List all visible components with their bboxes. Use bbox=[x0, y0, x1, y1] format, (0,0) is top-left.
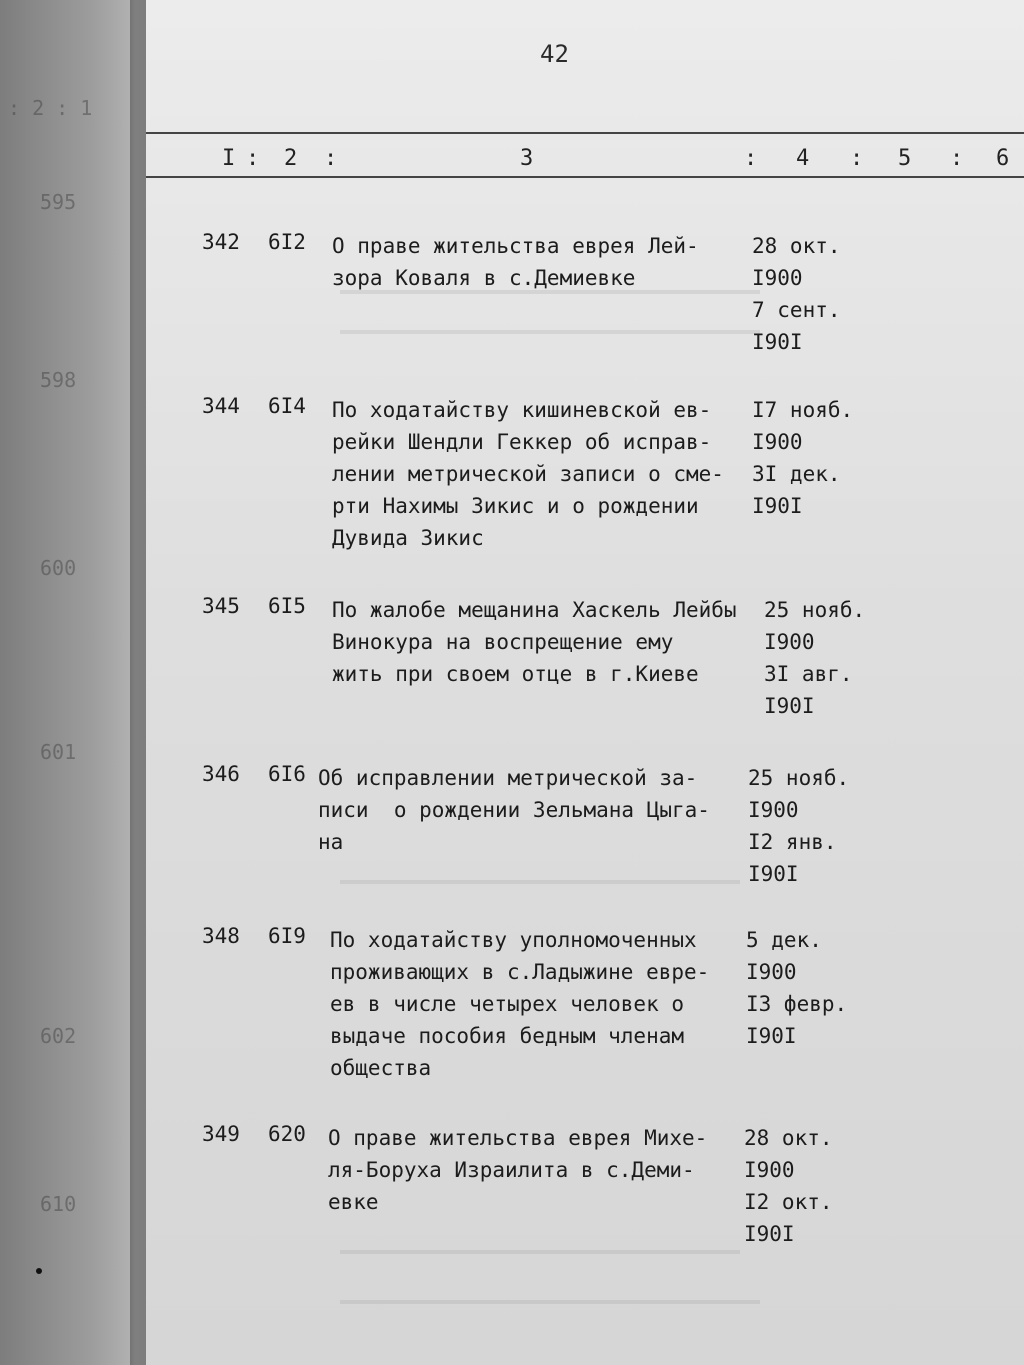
date-line: I90I bbox=[744, 1222, 795, 1246]
record-fund-number: 620 bbox=[268, 1122, 306, 1146]
page-number: 42 bbox=[540, 40, 569, 68]
left-facing-page bbox=[0, 0, 150, 1365]
column-separator: : bbox=[850, 146, 864, 171]
description-line: По ходатайству уполномоченных bbox=[330, 928, 697, 952]
date-line: I3 февр. bbox=[746, 992, 848, 1016]
left-margin-number: 601 bbox=[40, 740, 77, 764]
description-line: По жалобе мещанина Хаскель Лейбы bbox=[332, 598, 737, 622]
description-line: выдаче пособия бедным членам bbox=[330, 1024, 685, 1048]
ink-dot bbox=[36, 1268, 42, 1274]
record-number: 349 bbox=[202, 1122, 240, 1146]
date-line: I7 нояб. bbox=[752, 398, 854, 422]
record-number: 344 bbox=[202, 394, 240, 418]
description-line: Дувида Зикис bbox=[332, 526, 484, 550]
record-number: 348 bbox=[202, 924, 240, 948]
record-number: 346 bbox=[202, 762, 240, 786]
description-line: ля-Боруха Израилита в с.Деми- bbox=[328, 1158, 695, 1182]
description-line: лении метрической записи о сме- bbox=[332, 462, 724, 486]
description-line: ев в числе четырех человек о bbox=[330, 992, 685, 1016]
record-description bbox=[330, 924, 750, 1084]
date-line: I90I bbox=[748, 862, 799, 886]
date-line: I900 bbox=[752, 266, 803, 290]
date-line: 3I дек. bbox=[752, 462, 841, 486]
column-header-3: 3 bbox=[520, 146, 534, 171]
description-line: проживающих в с.Ладыжине евре- bbox=[330, 960, 710, 984]
record-description bbox=[332, 594, 752, 690]
column-separator: : bbox=[324, 146, 338, 171]
date-line: I90I bbox=[752, 494, 803, 518]
date-line: I900 bbox=[746, 960, 797, 984]
bleed-through-mark bbox=[340, 1300, 760, 1304]
record-fund-number: 6I9 bbox=[268, 924, 306, 948]
description-line: зора Коваля в с.Демиевке bbox=[332, 266, 636, 290]
description-line: жить при своем отце в г.Киеве bbox=[332, 662, 699, 686]
record-description bbox=[332, 394, 752, 554]
left-margin-number: 610 bbox=[40, 1192, 77, 1216]
column-header-4: 4 bbox=[796, 146, 810, 171]
record-description bbox=[318, 762, 738, 858]
description-line: О праве жительства еврея Михе- bbox=[328, 1126, 708, 1150]
record-dates bbox=[748, 762, 888, 890]
date-line: 7 сент. bbox=[752, 298, 841, 322]
description-line: рейки Шендли Геккер об исправ- bbox=[332, 430, 712, 454]
record-description bbox=[328, 1122, 748, 1218]
column-separator: : bbox=[950, 146, 964, 171]
record-dates bbox=[744, 1122, 884, 1250]
date-line: I90I bbox=[746, 1024, 797, 1048]
bleed-through-mark bbox=[340, 1250, 740, 1254]
column-header-2: 2 bbox=[284, 146, 298, 171]
column-header-1: I bbox=[222, 146, 236, 171]
description-line: общества bbox=[330, 1056, 432, 1080]
date-line: 25 нояб. bbox=[764, 598, 866, 622]
left-margin-number: 600 bbox=[40, 556, 77, 580]
column-header-5: 5 bbox=[898, 146, 912, 171]
left-margin-number: 598 bbox=[40, 368, 77, 392]
record-dates bbox=[752, 230, 892, 358]
column-separator: : bbox=[246, 146, 260, 171]
left-margin-number: 595 bbox=[40, 190, 77, 214]
record-fund-number: 6I5 bbox=[268, 594, 306, 618]
description-line: О праве жительства еврея Лей- bbox=[332, 234, 699, 258]
date-line: I2 окт. bbox=[744, 1190, 833, 1214]
record-dates bbox=[746, 924, 886, 1052]
record-fund-number: 6I4 bbox=[268, 394, 306, 418]
date-line: I90I bbox=[752, 330, 803, 354]
record-dates bbox=[752, 394, 892, 522]
record-dates bbox=[764, 594, 904, 722]
date-line: 5 дек. bbox=[746, 928, 822, 952]
bleed-through-mark bbox=[340, 880, 740, 884]
date-line: 28 окт. bbox=[744, 1126, 833, 1150]
date-line: I900 bbox=[744, 1158, 795, 1182]
date-line: I900 bbox=[764, 630, 815, 654]
record-fund-number: 6I2 bbox=[268, 230, 306, 254]
date-line: I900 bbox=[752, 430, 803, 454]
date-line: I90I bbox=[764, 694, 815, 718]
date-line: 3I авг. bbox=[764, 662, 853, 686]
description-line: рти Нахимы Зикис и о рождении bbox=[332, 494, 699, 518]
description-line: писи о рождении Зельмана Цыга- bbox=[318, 798, 710, 822]
header-rule bbox=[146, 176, 1024, 178]
date-line: 25 нояб. bbox=[748, 766, 850, 790]
column-separator: : bbox=[744, 146, 758, 171]
header-rule bbox=[146, 132, 1024, 134]
bleed-through-mark bbox=[340, 330, 760, 334]
description-line: евке bbox=[328, 1190, 379, 1214]
left-page-header: : 2 : 1 bbox=[8, 96, 93, 120]
record-description bbox=[332, 230, 752, 294]
description-line: Винокура на воспрещение ему bbox=[332, 630, 674, 654]
record-number: 342 bbox=[202, 230, 240, 254]
description-line: По ходатайству кишиневской ев- bbox=[332, 398, 712, 422]
date-line: I900 bbox=[748, 798, 799, 822]
date-line: 28 окт. bbox=[752, 234, 841, 258]
description-line: на bbox=[318, 830, 344, 854]
description-line: Об исправлении метрической за- bbox=[318, 766, 698, 790]
record-fund-number: 6I6 bbox=[268, 762, 306, 786]
record-number: 345 bbox=[202, 594, 240, 618]
left-margin-number: 602 bbox=[40, 1024, 77, 1048]
date-line: I2 янв. bbox=[748, 830, 837, 854]
column-header-6: 6 bbox=[996, 146, 1010, 171]
